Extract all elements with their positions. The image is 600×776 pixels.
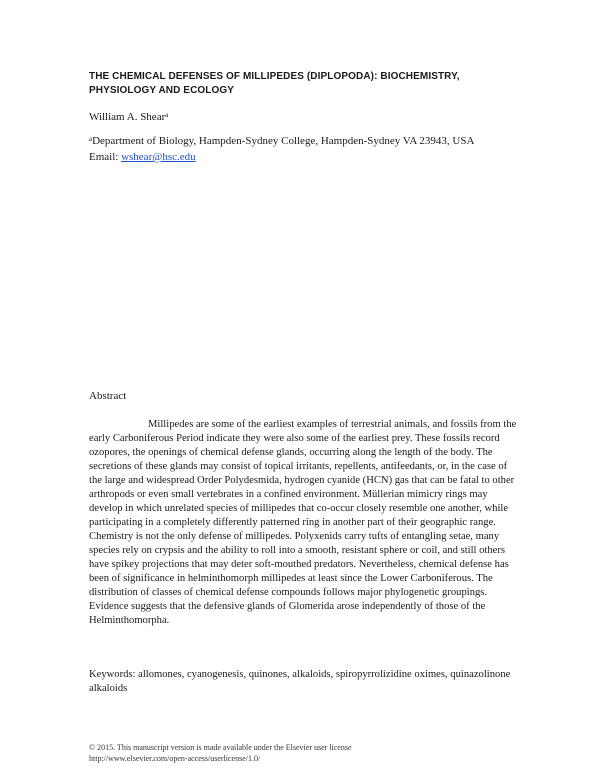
affiliation-text: Department of Biology, Hampden-Sydney College, Hampden-Sydney VA 23943, USA	[92, 135, 475, 147]
author-superscript: a	[165, 111, 169, 119]
keywords-text: Keywords: allomones, cyanogenesis, quinones, alkaloids, spiropyrrolizidine oximes, quinazolinone alkaloids	[89, 669, 511, 694]
license-footer	[89, 742, 529, 764]
abstract-text: Millipedes are some of the earliest examples of terrestrial animals, and fossils from the early Carboniferous Period indicate they were also some of the earliest prey. These fossils record ozopores, the openings of chemical defense glands, occurring along the length of the body. The secretions of these glands may consist of topical irritants, repellents, antifeedants, or, in the case of the large and widespread Order Polydesmida, hydrogen cyanide (HCN) gas that can be fatal to other arthropods or even small vertebrates in a confined environment. Müllerian mimicry rings may develop in which unrelated species of millipedes that co-occur closely resemble one another, while participating in a completely differently patterned ring in another part of their geographic range. Chemistry is not the only defense of millipedes. Polyxenids carry tufts of entangling setae, many species rely on crypsis and the ability to roll into a smooth, resistant sphere or coil, and still others have spikey projections that may deter soft-mouthed predators. Nevertheless, chemical defense has been of significance in helminthomorph millipedes at least since the Lower Carboniferous. The distribution of classes of chemical defense compounds follows major phylogenetic groupings. Evidence suggests that the defensive glands of Glomerida arose independently of those of the Helminthomorpha.	[89, 419, 517, 626]
abstract-heading: Abstract	[89, 390, 127, 402]
affiliation-line	[89, 134, 474, 148]
email-line	[89, 150, 196, 164]
affiliation-superscript: a	[89, 135, 93, 143]
license-url: http://www.elsevier.com/open-access/userlicense/1.0/	[89, 754, 261, 763]
email-label: Email:	[89, 151, 122, 163]
paper-title: THE CHEMICAL DEFENSES OF MILLIPEDES (DIPLOPODA): BIOCHEMISTRY, PHYSIOLOGY AND ECOLOGY	[89, 71, 460, 96]
license-line: © 2015. This manuscript version is made available under the Elsevier user license	[89, 743, 352, 752]
author-line	[89, 110, 168, 124]
author-name: William A. Shear	[89, 111, 166, 123]
email-link[interactable]: wshear@hsc.edu	[121, 151, 196, 163]
